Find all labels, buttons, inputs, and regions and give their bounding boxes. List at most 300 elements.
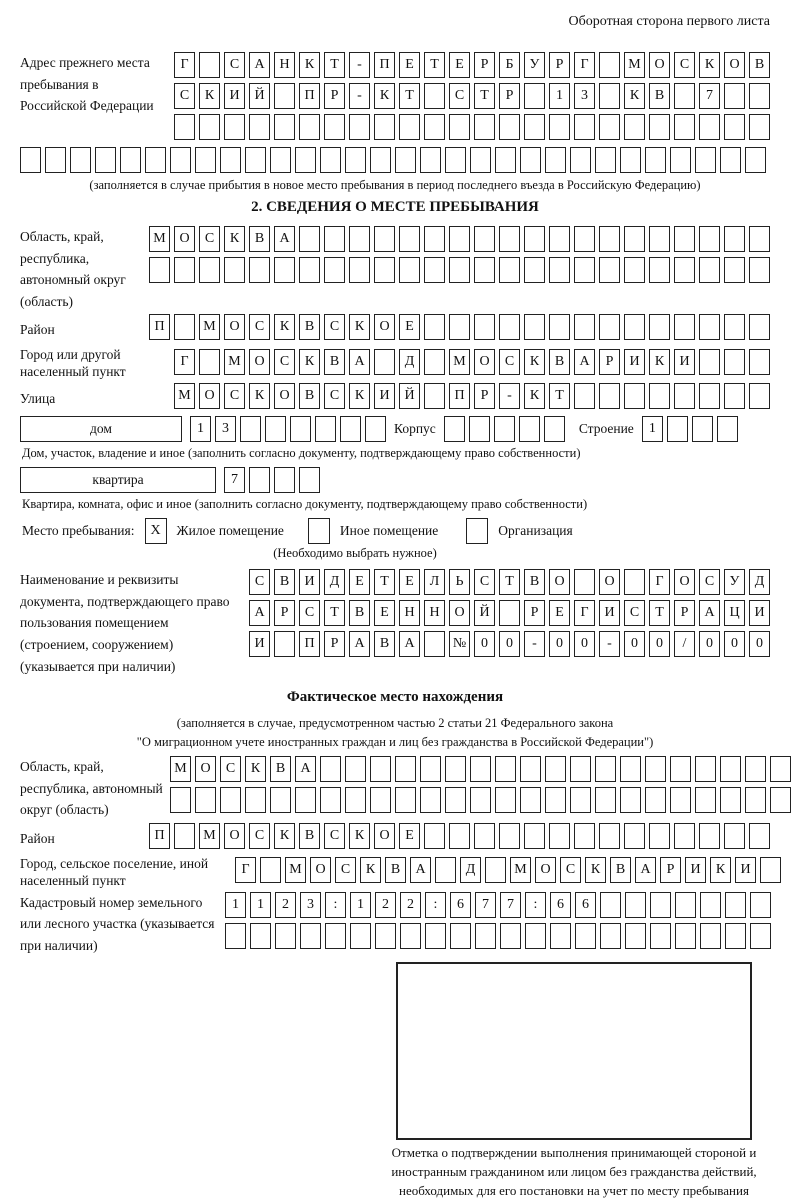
char-cell[interactable] [270, 147, 291, 173]
char-cell[interactable]: А [635, 857, 656, 883]
char-cell[interactable] [249, 467, 270, 493]
char-cell[interactable] [750, 892, 771, 918]
char-cell[interactable] [324, 257, 345, 283]
char-cell[interactable] [570, 787, 591, 813]
char-cell[interactable]: К [274, 314, 295, 340]
char-cell[interactable] [695, 147, 716, 173]
char-cell[interactable]: С [699, 569, 720, 595]
char-cell[interactable] [424, 823, 445, 849]
char-cell[interactable] [260, 857, 281, 883]
char-cell[interactable] [674, 83, 695, 109]
char-cell[interactable] [445, 756, 466, 782]
char-cell[interactable] [299, 467, 320, 493]
char-cell[interactable] [374, 349, 395, 375]
char-cell[interactable]: В [649, 83, 670, 109]
char-cell[interactable] [749, 383, 770, 409]
char-cell[interactable] [649, 257, 670, 283]
char-cell[interactable]: К [274, 823, 295, 849]
char-cell[interactable]: Д [399, 349, 420, 375]
char-cell[interactable] [699, 226, 720, 252]
char-cell[interactable] [370, 756, 391, 782]
char-cell[interactable]: М [170, 756, 191, 782]
char-cell[interactable]: К [524, 349, 545, 375]
char-cell[interactable]: 0 [499, 631, 520, 657]
char-cell[interactable] [424, 349, 445, 375]
char-cell[interactable] [624, 823, 645, 849]
char-cell[interactable]: К [349, 383, 370, 409]
char-cell[interactable] [620, 147, 641, 173]
char-cell[interactable]: С [220, 756, 241, 782]
char-cell[interactable] [575, 923, 596, 949]
char-cell[interactable] [749, 349, 770, 375]
char-cell[interactable]: : [425, 892, 446, 918]
char-cell[interactable] [670, 147, 691, 173]
char-cell[interactable] [345, 756, 366, 782]
char-cell[interactable]: В [299, 314, 320, 340]
char-cell[interactable] [699, 314, 720, 340]
char-cell[interactable]: С [499, 349, 520, 375]
char-cell[interactable]: 2 [375, 892, 396, 918]
char-cell[interactable]: О [674, 569, 695, 595]
char-cell[interactable] [649, 226, 670, 252]
char-cell[interactable]: С [324, 823, 345, 849]
char-cell[interactable] [174, 257, 195, 283]
char-cell[interactable] [724, 226, 745, 252]
char-cell[interactable] [70, 147, 91, 173]
char-cell[interactable]: 1 [250, 892, 271, 918]
char-cell[interactable]: М [174, 383, 195, 409]
char-cell[interactable] [120, 147, 141, 173]
char-cell[interactable]: Е [399, 314, 420, 340]
char-cell[interactable]: Г [174, 349, 195, 375]
char-cell[interactable] [599, 257, 620, 283]
char-cell[interactable]: С [249, 569, 270, 595]
char-cell[interactable] [435, 857, 456, 883]
char-cell[interactable] [220, 147, 241, 173]
char-cell[interactable]: С [474, 569, 495, 595]
char-cell[interactable]: - [349, 52, 370, 78]
char-cell[interactable] [45, 147, 66, 173]
char-cell[interactable]: К [360, 857, 381, 883]
char-cell[interactable] [399, 226, 420, 252]
char-cell[interactable] [495, 756, 516, 782]
char-cell[interactable] [345, 147, 366, 173]
char-cell[interactable] [370, 147, 391, 173]
char-cell[interactable] [670, 787, 691, 813]
char-cell[interactable]: Д [460, 857, 481, 883]
char-cell[interactable] [375, 923, 396, 949]
char-cell[interactable] [250, 923, 271, 949]
stay-type-checkbox-other[interactable] [308, 518, 330, 544]
char-cell[interactable] [545, 756, 566, 782]
char-cell[interactable]: Е [449, 52, 470, 78]
char-cell[interactable] [749, 114, 770, 140]
char-cell[interactable] [485, 857, 506, 883]
char-cell[interactable] [420, 147, 441, 173]
char-cell[interactable] [324, 114, 345, 140]
char-cell[interactable]: Н [399, 600, 420, 626]
char-cell[interactable] [520, 147, 541, 173]
char-cell[interactable] [245, 147, 266, 173]
char-cell[interactable]: Й [249, 83, 270, 109]
char-cell[interactable] [349, 257, 370, 283]
char-cell[interactable]: М [224, 349, 245, 375]
char-cell[interactable] [549, 257, 570, 283]
char-cell[interactable] [525, 923, 546, 949]
char-cell[interactable] [645, 147, 666, 173]
char-cell[interactable]: Е [549, 600, 570, 626]
char-cell[interactable] [424, 226, 445, 252]
char-cell[interactable] [600, 923, 621, 949]
char-cell[interactable]: Е [399, 52, 420, 78]
char-cell[interactable]: И [374, 383, 395, 409]
char-cell[interactable] [599, 114, 620, 140]
char-cell[interactable]: В [385, 857, 406, 883]
char-cell[interactable]: И [249, 631, 270, 657]
char-cell[interactable] [265, 416, 286, 442]
char-cell[interactable] [599, 314, 620, 340]
char-cell[interactable] [724, 257, 745, 283]
char-cell[interactable] [470, 147, 491, 173]
char-cell[interactable]: П [299, 631, 320, 657]
char-cell[interactable]: - [524, 631, 545, 657]
char-cell[interactable]: Ц [724, 600, 745, 626]
char-cell[interactable] [270, 787, 291, 813]
char-cell[interactable]: П [299, 83, 320, 109]
char-cell[interactable]: О [449, 600, 470, 626]
char-cell[interactable]: 7 [699, 83, 720, 109]
char-cell[interactable] [395, 787, 416, 813]
char-cell[interactable]: Р [499, 83, 520, 109]
char-cell[interactable] [199, 349, 220, 375]
char-cell[interactable] [645, 787, 666, 813]
char-cell[interactable]: О [224, 314, 245, 340]
char-cell[interactable]: И [299, 569, 320, 595]
char-cell[interactable]: В [324, 349, 345, 375]
char-cell[interactable] [350, 923, 371, 949]
char-cell[interactable] [625, 892, 646, 918]
char-cell[interactable] [745, 756, 766, 782]
char-cell[interactable]: 2 [400, 892, 421, 918]
char-cell[interactable] [320, 147, 341, 173]
char-cell[interactable] [224, 114, 245, 140]
char-cell[interactable]: У [724, 569, 745, 595]
char-cell[interactable]: С [224, 52, 245, 78]
char-cell[interactable] [749, 314, 770, 340]
char-cell[interactable] [674, 114, 695, 140]
char-cell[interactable] [395, 147, 416, 173]
char-cell[interactable] [365, 416, 386, 442]
char-cell[interactable]: М [199, 823, 220, 849]
char-cell[interactable] [699, 257, 720, 283]
char-cell[interactable] [595, 756, 616, 782]
char-cell[interactable]: / [674, 631, 695, 657]
char-cell[interactable] [395, 756, 416, 782]
char-cell[interactable]: Д [324, 569, 345, 595]
char-cell[interactable]: : [325, 892, 346, 918]
char-cell[interactable]: О [174, 226, 195, 252]
char-cell[interactable]: П [149, 314, 170, 340]
char-cell[interactable] [770, 756, 791, 782]
char-cell[interactable]: О [224, 823, 245, 849]
char-cell[interactable]: Г [574, 52, 595, 78]
char-cell[interactable]: Р [274, 600, 295, 626]
char-cell[interactable] [524, 314, 545, 340]
char-cell[interactable] [624, 114, 645, 140]
char-cell[interactable] [574, 569, 595, 595]
char-cell[interactable] [595, 147, 616, 173]
char-cell[interactable]: К [524, 383, 545, 409]
char-cell[interactable]: 1 [350, 892, 371, 918]
char-cell[interactable] [549, 226, 570, 252]
char-cell[interactable] [274, 631, 295, 657]
char-cell[interactable] [649, 383, 670, 409]
char-cell[interactable] [424, 383, 445, 409]
char-cell[interactable] [725, 892, 746, 918]
char-cell[interactable] [449, 823, 470, 849]
char-cell[interactable] [624, 383, 645, 409]
char-cell[interactable] [724, 83, 745, 109]
char-cell[interactable] [295, 147, 316, 173]
char-cell[interactable]: О [649, 52, 670, 78]
char-cell[interactable] [674, 383, 695, 409]
char-cell[interactable] [649, 314, 670, 340]
char-cell[interactable]: О [374, 314, 395, 340]
char-cell[interactable]: А [349, 631, 370, 657]
char-cell[interactable] [674, 226, 695, 252]
char-cell[interactable] [174, 114, 195, 140]
char-cell[interactable]: 6 [575, 892, 596, 918]
char-cell[interactable] [274, 257, 295, 283]
char-cell[interactable]: О [249, 349, 270, 375]
char-cell[interactable] [349, 226, 370, 252]
char-cell[interactable] [692, 416, 713, 442]
char-cell[interactable] [650, 923, 671, 949]
char-cell[interactable] [724, 114, 745, 140]
char-cell[interactable]: И [599, 600, 620, 626]
char-cell[interactable]: Т [474, 83, 495, 109]
char-cell[interactable]: Р [474, 52, 495, 78]
char-cell[interactable]: Н [274, 52, 295, 78]
char-cell[interactable] [449, 226, 470, 252]
char-cell[interactable] [745, 787, 766, 813]
char-cell[interactable]: Г [174, 52, 195, 78]
char-cell[interactable] [174, 823, 195, 849]
char-cell[interactable] [470, 787, 491, 813]
char-cell[interactable] [474, 314, 495, 340]
char-cell[interactable]: В [610, 857, 631, 883]
char-cell[interactable]: Р [524, 600, 545, 626]
char-cell[interactable] [600, 892, 621, 918]
char-cell[interactable]: С [324, 314, 345, 340]
char-cell[interactable] [700, 923, 721, 949]
char-cell[interactable] [320, 756, 341, 782]
char-cell[interactable] [195, 147, 216, 173]
char-cell[interactable] [624, 314, 645, 340]
char-cell[interactable] [545, 147, 566, 173]
char-cell[interactable]: 3 [215, 416, 236, 442]
char-cell[interactable] [240, 416, 261, 442]
char-cell[interactable] [475, 923, 496, 949]
char-cell[interactable] [574, 823, 595, 849]
char-cell[interactable] [225, 923, 246, 949]
char-cell[interactable]: 0 [749, 631, 770, 657]
char-cell[interactable] [620, 756, 641, 782]
char-cell[interactable]: Т [374, 569, 395, 595]
char-cell[interactable]: В [274, 569, 295, 595]
char-cell[interactable] [400, 923, 421, 949]
char-cell[interactable] [474, 257, 495, 283]
char-cell[interactable]: А [699, 600, 720, 626]
char-cell[interactable]: 1 [642, 416, 663, 442]
char-cell[interactable]: Т [324, 600, 345, 626]
char-cell[interactable] [695, 787, 716, 813]
char-cell[interactable] [720, 787, 741, 813]
char-cell[interactable] [325, 923, 346, 949]
char-cell[interactable]: К [349, 314, 370, 340]
char-cell[interactable] [424, 83, 445, 109]
char-cell[interactable] [625, 923, 646, 949]
char-cell[interactable]: Ь [449, 569, 470, 595]
char-cell[interactable]: Т [499, 569, 520, 595]
char-cell[interactable] [624, 569, 645, 595]
char-cell[interactable]: С [249, 314, 270, 340]
char-cell[interactable] [624, 257, 645, 283]
char-cell[interactable]: Й [474, 600, 495, 626]
char-cell[interactable] [524, 226, 545, 252]
char-cell[interactable]: В [249, 226, 270, 252]
char-cell[interactable]: С [335, 857, 356, 883]
char-cell[interactable]: К [710, 857, 731, 883]
char-cell[interactable]: Е [399, 823, 420, 849]
char-cell[interactable] [274, 467, 295, 493]
char-cell[interactable] [724, 823, 745, 849]
char-cell[interactable] [199, 52, 220, 78]
char-cell[interactable]: С [449, 83, 470, 109]
char-cell[interactable]: И [624, 349, 645, 375]
char-cell[interactable]: С [199, 226, 220, 252]
char-cell[interactable]: Т [324, 52, 345, 78]
char-cell[interactable] [595, 787, 616, 813]
char-cell[interactable]: С [324, 383, 345, 409]
char-cell[interactable] [374, 114, 395, 140]
char-cell[interactable] [300, 923, 321, 949]
char-cell[interactable] [724, 314, 745, 340]
char-cell[interactable] [445, 147, 466, 173]
char-cell[interactable] [499, 114, 520, 140]
char-cell[interactable] [574, 114, 595, 140]
char-cell[interactable]: Е [349, 569, 370, 595]
char-cell[interactable] [274, 114, 295, 140]
char-cell[interactable] [524, 83, 545, 109]
char-cell[interactable] [315, 416, 336, 442]
char-cell[interactable] [469, 416, 490, 442]
char-cell[interactable]: А [249, 52, 270, 78]
char-cell[interactable] [574, 383, 595, 409]
char-cell[interactable] [760, 857, 781, 883]
char-cell[interactable] [749, 226, 770, 252]
char-cell[interactable]: Й [399, 383, 420, 409]
char-cell[interactable] [249, 257, 270, 283]
char-cell[interactable]: Д [749, 569, 770, 595]
char-cell[interactable]: К [199, 83, 220, 109]
char-cell[interactable]: И [749, 600, 770, 626]
char-cell[interactable] [174, 314, 195, 340]
char-cell[interactable] [420, 756, 441, 782]
char-cell[interactable] [570, 147, 591, 173]
char-cell[interactable] [499, 823, 520, 849]
char-cell[interactable] [95, 147, 116, 173]
char-cell[interactable] [745, 147, 766, 173]
stay-type-checkbox-residential[interactable]: X [145, 518, 167, 544]
char-cell[interactable] [675, 923, 696, 949]
char-cell[interactable]: А [410, 857, 431, 883]
char-cell[interactable] [349, 114, 370, 140]
char-cell[interactable] [550, 923, 571, 949]
char-cell[interactable]: Г [574, 600, 595, 626]
char-cell[interactable] [299, 114, 320, 140]
char-cell[interactable] [449, 314, 470, 340]
char-cell[interactable] [599, 383, 620, 409]
char-cell[interactable]: № [449, 631, 470, 657]
char-cell[interactable]: 0 [574, 631, 595, 657]
char-cell[interactable] [650, 892, 671, 918]
char-cell[interactable] [220, 787, 241, 813]
char-cell[interactable] [499, 314, 520, 340]
char-cell[interactable]: Г [649, 569, 670, 595]
char-cell[interactable] [520, 787, 541, 813]
char-cell[interactable] [699, 114, 720, 140]
char-cell[interactable] [499, 600, 520, 626]
char-cell[interactable]: К [699, 52, 720, 78]
char-cell[interactable]: С [624, 600, 645, 626]
char-cell[interactable]: Р [674, 600, 695, 626]
char-cell[interactable]: 0 [474, 631, 495, 657]
char-cell[interactable] [544, 416, 565, 442]
char-cell[interactable] [425, 923, 446, 949]
char-cell[interactable]: К [624, 83, 645, 109]
char-cell[interactable] [749, 257, 770, 283]
char-cell[interactable] [495, 147, 516, 173]
char-cell[interactable] [599, 83, 620, 109]
char-cell[interactable]: Р [599, 349, 620, 375]
char-cell[interactable]: : [525, 892, 546, 918]
char-cell[interactable]: В [749, 52, 770, 78]
char-cell[interactable] [324, 226, 345, 252]
char-cell[interactable] [699, 383, 720, 409]
char-cell[interactable] [494, 416, 515, 442]
char-cell[interactable]: О [374, 823, 395, 849]
char-cell[interactable] [499, 257, 520, 283]
char-cell[interactable]: Т [649, 600, 670, 626]
char-cell[interactable]: В [349, 600, 370, 626]
char-cell[interactable]: И [224, 83, 245, 109]
char-cell[interactable]: О [549, 569, 570, 595]
char-cell[interactable] [299, 257, 320, 283]
char-cell[interactable]: 6 [550, 892, 571, 918]
char-cell[interactable]: В [270, 756, 291, 782]
char-cell[interactable] [520, 756, 541, 782]
char-cell[interactable] [724, 349, 745, 375]
char-cell[interactable] [670, 756, 691, 782]
char-cell[interactable] [499, 226, 520, 252]
char-cell[interactable]: О [199, 383, 220, 409]
char-cell[interactable]: П [149, 823, 170, 849]
char-cell[interactable] [340, 416, 361, 442]
char-cell[interactable]: С [560, 857, 581, 883]
char-cell[interactable]: А [349, 349, 370, 375]
char-cell[interactable] [519, 416, 540, 442]
